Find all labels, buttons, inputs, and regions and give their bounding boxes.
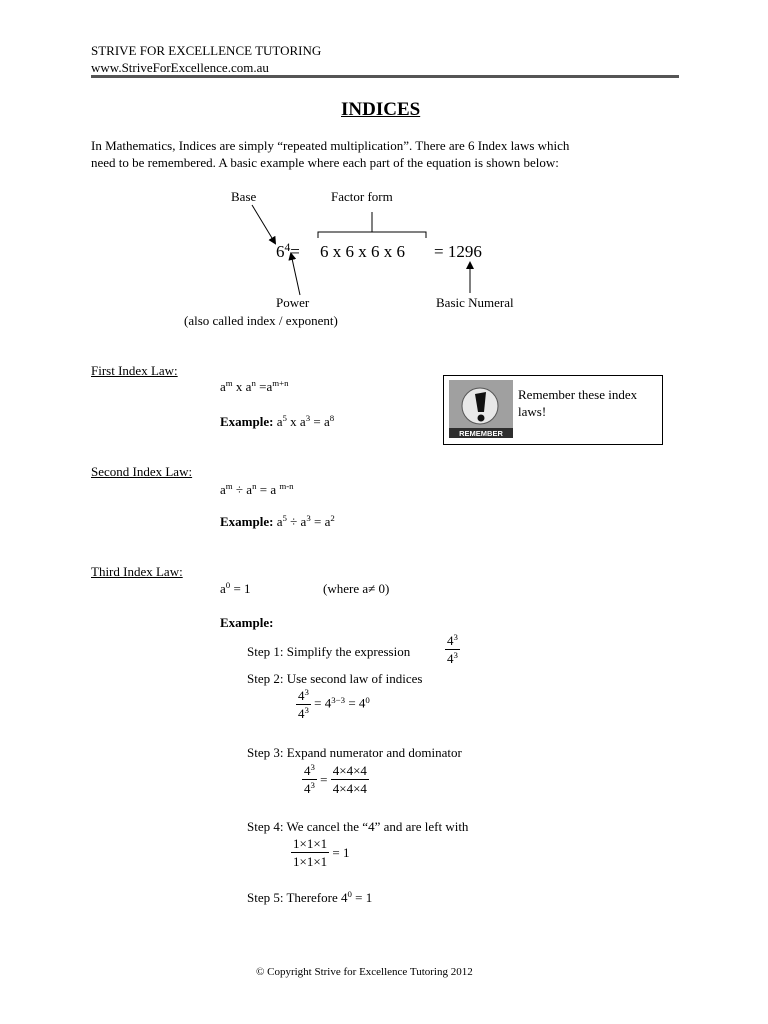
intro-line-1: In Mathematics, Indices are simply “repeated multiplication”. There are 6 Index laws which [91,138,570,153]
example-label: Example: [220,414,274,429]
frac-num: 4 [298,688,305,703]
rule-op: =a [255,379,273,394]
step-5-post: = 1 [351,890,373,905]
rule-exp: m-n [279,481,294,492]
rule-exp: n [252,481,257,492]
rule-exp: 0 [225,580,231,591]
third-law-example-label: Example: [220,615,274,630]
ex-exp: 5 [282,413,287,424]
rule-op: x [232,379,246,394]
expr-equals: = [290,242,300,261]
diagram-result: = 1296 [434,242,482,261]
arrow-base [252,205,275,243]
expr-power: 4 [284,240,291,254]
header-org: STRIVE FOR EXCELLENCE TUTORING [91,43,322,58]
expr-base: 6 [276,242,285,261]
eq-exp: 3−3 [331,694,346,705]
ex-exp: 5 [282,513,287,524]
step-2-equation [296,689,370,720]
second-law-heading: Second Index Law: [91,464,193,479]
frac-num: 4 [304,763,311,778]
frac-den: 1×1×1 [293,854,328,869]
rule-exp: m+n [272,378,289,389]
label-power: Power [276,295,310,310]
frac-exp: 3 [453,650,458,661]
ex-exp: 3 [306,513,311,524]
ex-exp: 2 [330,513,335,524]
ex-term: a [273,514,283,529]
step-5-text [247,891,372,904]
second-law-example [220,515,335,528]
step-2-text: Step 2: Use second law of indices [247,671,423,686]
rule-exp: m [225,481,233,492]
page-title: INDICES [341,99,421,120]
eq-term: = 4 [345,695,366,711]
diagram-factor-form: 6 x 6 x 6 x 6 [320,242,405,261]
rule-exp: n [251,378,256,389]
ex-exp: 3 [305,413,311,424]
frac-exp: 3 [453,632,458,643]
rule-term: a [220,581,226,596]
frac-exp: 3 [304,687,309,698]
rule-op: = a [256,482,280,497]
example-label: Example: [220,514,274,529]
ex-exp: 8 [329,413,335,424]
rule-exp: m [225,378,233,389]
frac-num: 4×4×4 [332,763,367,778]
rule-term: a [220,482,226,497]
rule-op: ÷ a [232,482,253,497]
label-factor-form: Factor form [331,189,393,204]
step-3-equation: $\frac{4^3}{4^3}$ = $\frac{4\times 4\times 4}{4\times 4\times 4}$ [304,762,367,796]
step-3-text: Step 3: Expand numerator and dominator [247,745,462,760]
eq-result: = 1 [329,845,350,860]
frac-den: 4 [304,781,311,796]
frac-num: 1×1×1 [293,836,328,851]
frac-den: 4×4×4 [332,781,367,796]
step-5-pre: Step 5: Therefore 4 [247,890,348,905]
label-basic-numeral: Basic Numeral [436,295,514,310]
ex-op: = a [310,414,330,429]
step-4-text: Step 4: We cancel the “4” and are left with [247,819,469,834]
footer-copyright: © Copyright Strive for Excellence Tutoring 2012 [256,966,473,978]
frac-exp: 3 [310,780,315,791]
ex-op: ÷ a [286,514,307,529]
diagram-arrows [0,0,768,340]
remember-text: Remember these index laws! [518,387,638,419]
third-law-heading: Third Index Law: [91,564,183,579]
frac-exp: 3 [310,762,315,773]
rule-term: a [245,379,252,394]
third-law-rule [220,582,251,595]
diagram-expression [276,240,300,261]
eq-exp: 0 [365,694,370,705]
frac-den: 4 [298,706,305,721]
first-law-heading: First Index Law: [91,363,178,378]
ex-op: x a [286,414,306,429]
remember-icon [449,380,513,438]
label-base: Base [231,189,257,204]
ex-op: = a [310,514,331,529]
remember-callout [443,375,663,445]
rule-term: a [220,379,226,394]
first-law-rule [220,380,288,393]
frac-den: 4 [447,651,454,666]
remember-icon-label: REMEMBER [459,429,503,438]
eq-term: = 4 [310,695,332,711]
step-1-fraction [445,634,460,665]
step-1-text: Step 1: Simplify the expression [247,644,411,659]
second-law-rule [220,483,294,496]
step-4-equation [291,837,350,868]
header-website: www.StriveForExcellence.com.au [91,60,269,75]
bracket-factor-form [318,212,426,238]
step-5-exp: 0 [347,889,352,900]
frac-num: 4 [447,633,454,648]
label-power-note: (also called index / exponent) [184,313,338,328]
ex-term: a [273,414,283,429]
third-law-condition: (where a≠ 0) [323,581,390,596]
frac-exp: 3 [304,705,309,716]
intro-line-2: need to be remembered. A basic example where each part of the equation is shown below: [91,155,559,170]
rule-op: = 1 [230,581,251,596]
first-law-example [220,415,334,428]
